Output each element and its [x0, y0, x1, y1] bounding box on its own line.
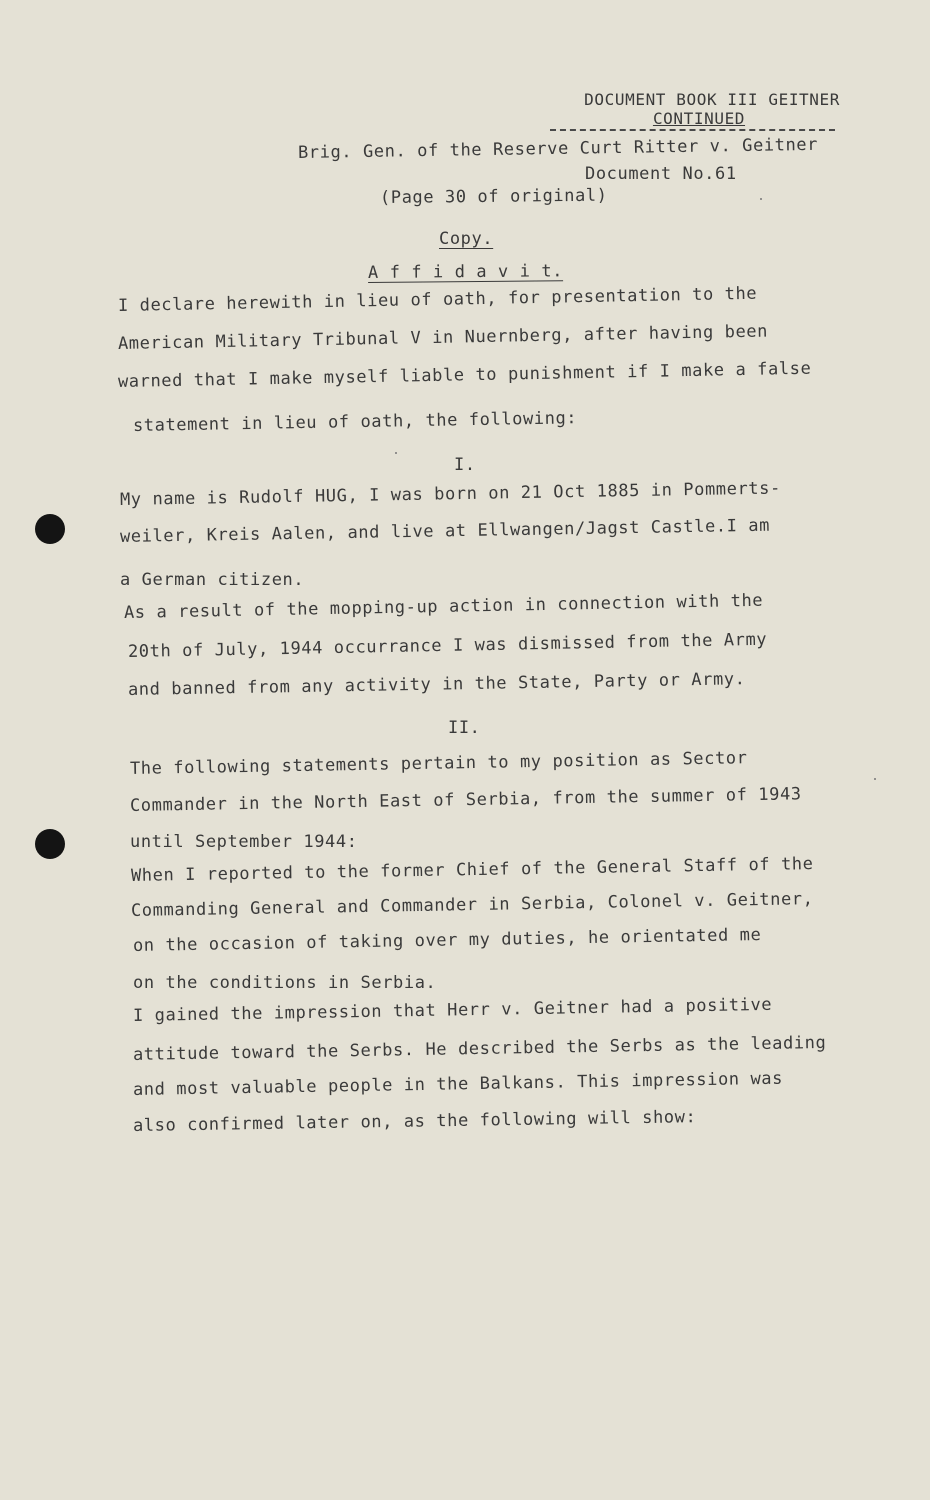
intro-line: statement in lieu of oath, the following:	[132, 408, 578, 436]
paragraph-line: and most valuable people in the Balkans. This impression was	[132, 1068, 784, 1100]
affidavit-title: A f f i d a v i t.	[367, 261, 564, 283]
paragraph-line: When I reported to the former Chief of the General Staff of the	[130, 854, 814, 886]
document-book-title: DOCUMENT BOOK III GEITNER	[584, 90, 840, 109]
copy-label: Copy.	[439, 229, 494, 249]
punch-hole-bottom	[35, 829, 65, 859]
paragraph-line: 20th of July, 1944 occurrance I was dismissed from the Army	[127, 629, 768, 662]
paragraph-line: As a result of the mopping-up action in connection with the	[123, 590, 764, 623]
paragraph-line: Commander in the North East of Serbia, from the summer of 1943	[129, 784, 802, 816]
intro-line: I declare herewith in lieu of oath, for presentation to the	[117, 283, 758, 316]
document-header	[550, 90, 840, 131]
paragraph-line: The following statements pertain to my position as Sector	[129, 748, 748, 779]
paper-speck	[874, 778, 876, 780]
paragraph-line: until September 1944:	[130, 832, 358, 852]
paragraph-line: weiler, Kreis Aalen, and live at Ellwangen/Jagst Castle.I am	[119, 515, 771, 547]
section-numeral: II.	[448, 718, 481, 738]
punch-hole-top	[35, 514, 65, 544]
paragraph-line: a German citizen.	[120, 570, 305, 590]
paragraph-line: I gained the impression that Herr v. Geitner had a positive	[132, 994, 773, 1026]
paragraph-line: and banned from any activity in the State, Party or Army.	[127, 669, 746, 700]
intro-line: warned that I make myself liable to punishment if I make a false	[117, 358, 812, 392]
continued-label: CONTINUED	[652, 109, 746, 128]
paragraph-line: attitude toward the Serbs. He described the Serbs as the leading	[132, 1032, 827, 1065]
paper-speck	[760, 198, 762, 200]
defendant-line: Brig. Gen. of the Reserve Curt Ritter v. Geitner	[297, 134, 819, 163]
paragraph-line: Commanding General and Commander in Serbia, Colonel v. Geitner,	[130, 889, 814, 921]
paragraph-line: also confirmed later on, as the following will show:	[132, 1107, 697, 1136]
paragraph-line: on the occasion of taking over my duties, he orientated me	[132, 925, 762, 956]
section-numeral: I.	[454, 455, 476, 475]
intro-line: American Military Tribunal V in Nuernberg, after having been	[117, 321, 769, 354]
page-reference: (Page 30 of original)	[379, 185, 608, 208]
paper-speck	[395, 452, 397, 454]
paragraph-line: My name is Rudolf HUG, I was born on 21 Oct 1885 in Pommerts-	[119, 478, 782, 510]
header-divider	[550, 129, 835, 131]
paragraph-line: on the conditions in Serbia.	[133, 973, 437, 993]
document-number: Document No.61	[585, 164, 737, 184]
